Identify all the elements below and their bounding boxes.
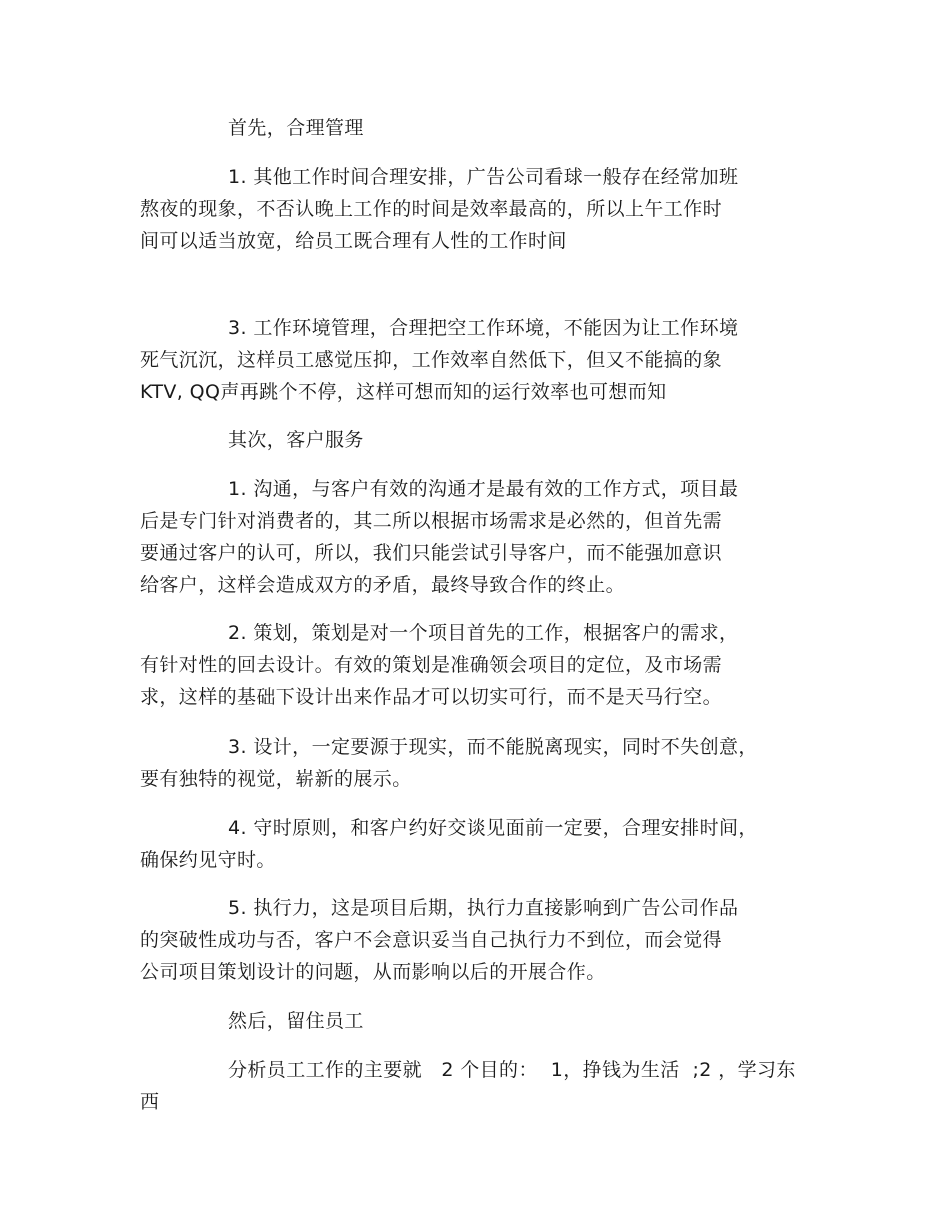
paragraph-line: 3. 工作环境管理，合理把空工作环境，不能因为让工作环境	[228, 317, 739, 339]
paragraph-line: 公司项目策划设计的问题，从而影响以后的开展合作。	[140, 961, 606, 983]
paragraph-line: 要有独特的视觉，崭新的展示。	[140, 768, 412, 790]
paragraph-line: 要通过客户的认可，所以，我们只能尝试引导客户，而不能强加意识	[140, 542, 723, 564]
paragraph-line: 3. 设计，一定要源于现实，而不能脱离现实，同时不失创意，	[228, 736, 758, 758]
paragraph-line: 1. 沟通，与客户有效的沟通才是最有效的工作方式，项目最	[228, 478, 739, 500]
paragraph-line: 间可以适当放宽，给员工既合理有人性的工作时间	[140, 230, 567, 252]
paragraph-line: 西	[140, 1091, 160, 1113]
paragraph-line: 有针对性的回去设计。有效的策划是准确领会项目的定位，及市场需	[140, 654, 723, 676]
section-heading-retain-staff: 然后，留住员工	[228, 1010, 364, 1032]
paragraph-line: KTV, QQ声再跳个不停，这样可想而知的运行效率也可想而知	[140, 381, 667, 403]
paragraph-line: 分析员工工作的主要就 2 个目的： 1，挣钱为生活 ;2 ，学习东	[228, 1059, 796, 1081]
paragraph-line: 求，这样的基础下设计出来作品才可以切实可行，而不是天马行空。	[140, 686, 723, 708]
paragraph-line: 的突破性成功与否，客户不会意识妥当自己执行力不到位，而会觉得	[140, 929, 723, 951]
paragraph-line: 5. 执行力，这是项目后期，执行力直接影响到广告公司作品	[228, 897, 739, 919]
paragraph-line: 4. 守时原则，和客户约好交谈见面前一定要，合理安排时间，	[228, 817, 758, 839]
paragraph-line: 死气沉沉，这样员工感觉压抑，工作效率自然低下，但又不能搞的象	[140, 349, 723, 371]
paragraph-line: 给客户，这样会造成双方的矛盾，最终导致合作的终止。	[140, 574, 626, 596]
paragraph-line: 后是专门针对消费者的，其二所以根据市场需求是必然的，但首先需	[140, 510, 723, 532]
paragraph-line: 熬夜的现象，不否认晚上工作的时间是效率最高的，所以上午工作时	[140, 198, 723, 220]
section-heading-customer-service: 其次，客户服务	[228, 429, 364, 451]
paragraph-line: 确保约见守时。	[140, 849, 276, 871]
paragraph-line: 1. 其他工作时间合理安排，广告公司看球一般存在经常加班	[228, 166, 739, 188]
section-heading-management: 首先，合理管理	[228, 117, 364, 139]
paragraph-line: 2. 策划，策划是对一个项目首先的工作，根据客户的需求，	[228, 622, 739, 644]
